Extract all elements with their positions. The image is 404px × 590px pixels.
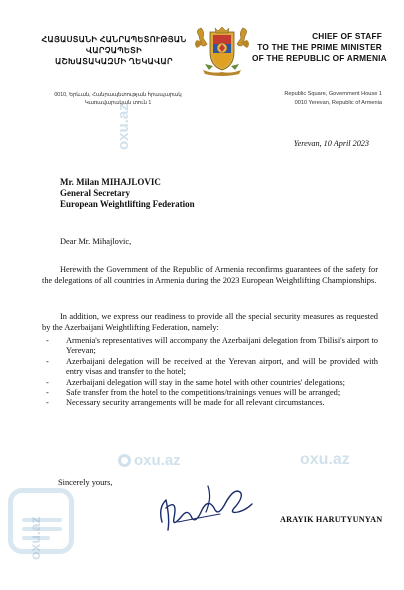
header-left-line: ՎԱՐՉԱՊԵՏԻ	[85, 46, 142, 55]
watermark-vertical-top: oxu.az	[115, 103, 132, 150]
header-left-line: ԱՇԽԱՏԱԿԱԶՄԻ ՂԵԿԱՎԱՐ	[55, 57, 173, 66]
bullet-marker: -	[46, 388, 49, 398]
recipient-organization: European Weightlifting Federation	[60, 199, 195, 209]
list-item	[46, 357, 378, 378]
list-item-text: Armenia's representatives will accompany the Azerbaijani delegation from Tbilisi's airport to Yerevan;	[66, 336, 378, 356]
header-right-line: OF THE REPUBLIC OF ARMENIA	[252, 53, 387, 63]
bullet-marker: -	[46, 336, 49, 345]
watermark-middle-right: oxu.az	[300, 451, 350, 468]
list-item-text: Safe transfer from the hotel to the competitions/trainings venues will be arranged;	[66, 388, 341, 398]
security-measures-list	[46, 336, 378, 409]
list-item-text: Azerbaijani delegation will be received at the Yerevan airport, and will be provided with entry visas and transfer to the hotel;	[66, 356, 378, 377]
body-paragraph: Herewith the Government of the Republic of Armenia reconfirms guarantees of the safety for the delegations of all countries in Armenia during the 2023 European Weightlifting Championships.	[42, 265, 378, 285]
recipient-title: General Secretary	[60, 188, 131, 198]
handwritten-signature	[148, 478, 258, 538]
list-item-text: Necessary security arrangements will be made for all relevant circumstances.	[66, 398, 325, 408]
list-item	[46, 388, 378, 398]
bullet-marker: -	[46, 356, 49, 366]
closing-phrase: Sincerely yours,	[58, 478, 113, 487]
coat-of-arms-emblem	[193, 26, 251, 76]
watermark-middle-left	[118, 452, 181, 469]
letter-date: Yerevan, 10 April 2023	[293, 139, 369, 148]
salutation: Dear Mr. Mihajlovic,	[60, 237, 132, 246]
watermark-vertical-bottom: oxu.az	[27, 516, 43, 560]
address-left-line: 0010, Երևան, Հանրապետության հրապարակ	[54, 92, 182, 98]
list-item-text: Azerbaijani delegation will stay in the same hotel with other countries' delegations;	[66, 377, 345, 387]
body-paragraph: In addition, we express our readiness to provide all the special security measures as requested by the Azerbaijani Weightlifting Federation, namely:	[42, 312, 378, 332]
list-item	[46, 398, 378, 408]
address-right-line: 0010 Yerevan, Republic of Armenia	[294, 99, 382, 106]
header-left-line: ՀԱՅԱՍՏԱՆԻ ՀԱՆՐԱՊԵՏՈՒԹՅԱՆ	[41, 35, 187, 44]
address-english	[243, 90, 382, 107]
bullet-marker: -	[46, 398, 49, 408]
header-right-line: TO THE THE PRIME MINISTER	[257, 42, 382, 52]
recipient-block	[60, 177, 195, 210]
address-left-line: Կառավարական տուն 1	[84, 100, 152, 106]
header-english-title	[252, 31, 387, 64]
list-item	[46, 336, 378, 357]
signatory-name: ARAYIK HARUTYUNYAN	[280, 515, 383, 524]
watermark-middle-left-text: oxu.az	[134, 452, 181, 469]
address-right-line: Republic Square, Government House 1	[284, 91, 382, 97]
recipient-name: Mr. Milan MIHAJLOVIC	[60, 177, 161, 187]
header-armenian-title	[38, 34, 190, 67]
watermark-logo-icon	[118, 454, 131, 467]
header-right-line: CHIEF OF STAFF	[312, 31, 382, 41]
list-item	[46, 378, 378, 388]
bullet-marker: -	[46, 377, 49, 387]
